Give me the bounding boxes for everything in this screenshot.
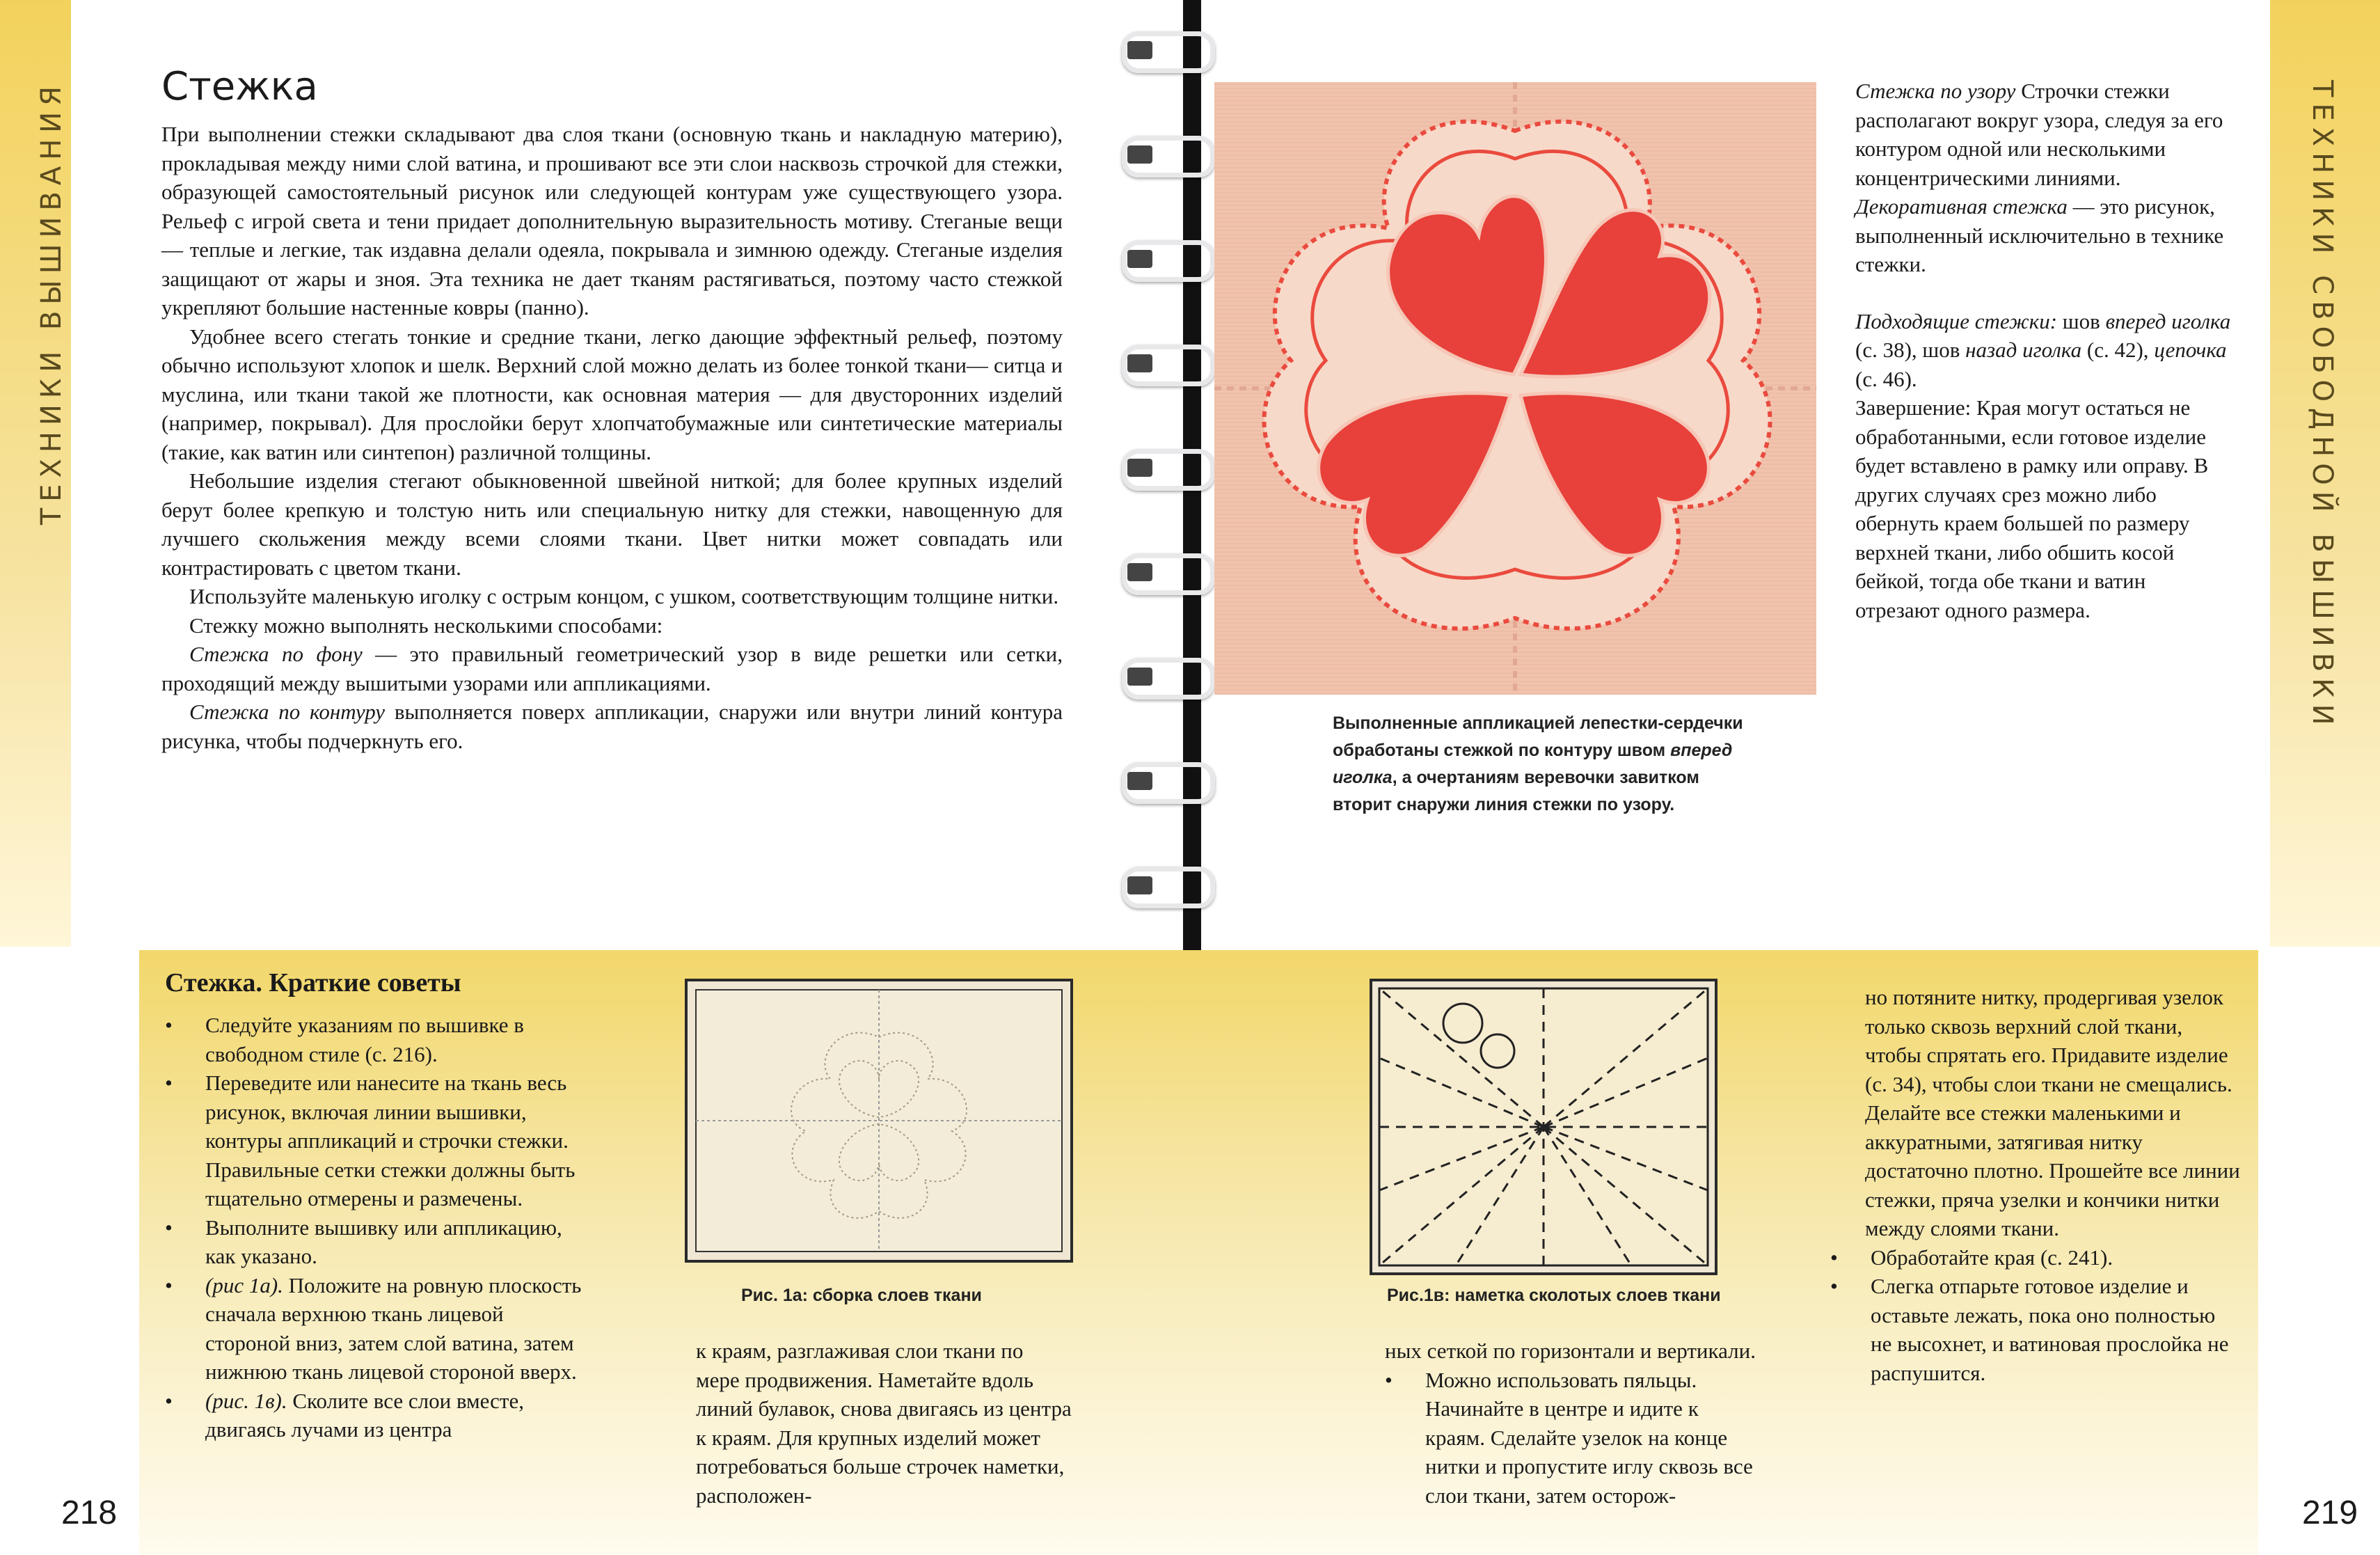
right-col-text-2: — это рисунок, выполненный исключительно в технике стежки. xyxy=(1855,194,2224,276)
tips-list-3 xyxy=(1385,1366,1761,1510)
figure-1a xyxy=(685,979,1073,1263)
t3e: (с. 42), xyxy=(2081,338,2155,362)
photo-caption-part1: Выполненные аппликацией лепестки-сердечки обработаны стежкой по контуру швом xyxy=(1333,713,1743,760)
page-title: Стежка xyxy=(161,64,318,109)
right-col-block-1 xyxy=(1855,77,2235,192)
tips-column-3 xyxy=(1385,1336,1761,1510)
t3c: (с. 38), шов xyxy=(1855,338,1966,362)
right-column xyxy=(1855,77,2235,624)
figure-1b xyxy=(1370,979,1717,1275)
paragraph-1: При выполнении стежки складывают два слоя ткани (основную ткань и накладную материю), прокладывая между ними слой ватина, и прошивают все эти слои насквозь строчкой для стежки, образующей самостоятельный рисунок или следующей контурам уже существующего узора. Рельеф с игрой света и тени придает дополнительную выразительность мотиву. Стеганые вещи — теплые и легкие, так издавна делали одеяла, покрывала и зимнюю одежду. Стеганые изделия защищают от жары и зноя. Эта техника не дает тканям растягиваться, поэтому часто стежкой укрепляют большие настенные ковры (панно). xyxy=(161,122,1063,319)
page-number-left: 218 xyxy=(61,1494,118,1531)
paragraph-3: Небольшие изделия стегают обыкновенной швейной ниткой; для более крупных изделий берут более крепкую и толстую нить или специальную нитку для стежки, навощенную для лучшего скольжения между всеми слоями ткани. Цвет нитки может совпадать или контрастировать с цветом ткани. xyxy=(161,468,1063,580)
layers-diagram xyxy=(688,981,1070,1260)
tip-item: • Слегка отпарьте готовое изделие и оставьте лежать, пока оно полностью не высохнет, и ватиновая прослойка не распушится. xyxy=(1830,1272,2241,1387)
applique-illustration xyxy=(1214,82,1816,695)
paragraph-7 xyxy=(161,697,1063,755)
tips-column-1 xyxy=(165,1011,582,1444)
tip-text: Сколите все слои вместе, двигаясь лучами из центра xyxy=(205,1388,524,1442)
binding-hole xyxy=(1127,145,1152,164)
left-side-tab-label: ТЕХНИКИ ВЫШИВАНИЯ xyxy=(35,80,68,526)
tip-text: Положите на ровную плоскость сначала верхнюю ткань лицевой стороной вниз, затем слой ватина, затем нижнюю ткань лицевой стороной вверх. xyxy=(205,1272,582,1384)
right-col-text-1: Строчки стежки располагают вокруг узора, следуя за его контуром одной или несколькими концентрическими линиями. xyxy=(1855,79,2223,190)
right-col-block-4: Завершение: Края могут остаться не обработанными, если готовое изделие будет вставлено в рамку или оправу. В других случаях срез можно либо обернуть краем большей по размеру верхней ткани, либо обшить косой бейкой, тогда обе ткани и ватин отрезают одного размера. xyxy=(1855,395,2209,622)
tip-item: • Можно использовать пяльцы. Начинайте в центре и идите к краям. Сделайте узелок на конце нитки и пропустите иглу сквозь все слои ткани, затем осторож- xyxy=(1385,1366,1761,1510)
photo-caption xyxy=(1333,710,1750,819)
term-decorative: Декоративная стежка xyxy=(1855,194,2068,219)
basting-diagram xyxy=(1372,981,1715,1272)
photo-caption-emph: вперед иголка xyxy=(1333,741,1733,787)
right-col-block-2 xyxy=(1855,192,2235,279)
binding-hole xyxy=(1127,772,1152,790)
binding-hole xyxy=(1127,563,1152,581)
binding-hole xyxy=(1127,668,1152,686)
term-suitable: Подходящие стежки: xyxy=(1855,308,2058,333)
figure-1a-caption: Рис. 1а: сборка слоев ткани xyxy=(741,1286,982,1305)
paragraph-5: Стежку можно выполнять несколькими способами: xyxy=(189,613,663,638)
figure-1b-caption: Рис.1в: наметка сколотых слоев ткани xyxy=(1387,1286,1721,1305)
t3a: шов xyxy=(2057,308,2106,333)
paragraph-4: Используйте маленькую иголку с острым концом, с ушком, соответствующим толщине нитки. xyxy=(189,584,1059,608)
t3b: вперед иголка xyxy=(2105,308,2231,333)
tips-title: Стежка. Краткие советы xyxy=(165,968,461,997)
tip-item xyxy=(165,1387,582,1444)
right-col-block-3 xyxy=(1855,307,2235,394)
paragraph-6 xyxy=(161,640,1063,697)
binding-hole xyxy=(1127,354,1152,372)
t3g: (с. 46). xyxy=(1855,366,1917,391)
tip-term: (рис 1а). xyxy=(205,1272,283,1297)
tips-list-1 xyxy=(165,1011,582,1444)
paragraph-6-text: — это правильный геометрический узор в виде решетки или сетки, проходящий между вышитыми узорами или аппликациями. xyxy=(161,642,1063,695)
col4-text: но потяните нитку, продергивая узелок только сквозь верхний слой ткани, чтобы спрятать его. Придавите изделие (с. 34), чтобы слои ткани не смещались. Делайте все стежки маленькими и аккуратными, затягивая нитку достаточно плотно. Прошейте все линии стежки, пряча узелки и кончики нитки между слоями ткани. xyxy=(1865,985,2240,1240)
t3d: назад иголка xyxy=(1965,338,2082,362)
tips-column-4 xyxy=(1865,983,2241,1387)
term-background: Стежка по фону xyxy=(189,642,363,666)
right-side-tab-label: ТЕХНИКИ СВОБОДНОЙ ВЫШИВКИ xyxy=(2306,80,2338,732)
photo-caption-part2: , а очертаниям веревочки завитком вторит снаружи линия стежки по узору. xyxy=(1333,768,1699,814)
binding-hole xyxy=(1127,459,1152,477)
tip-item: • Обработайте края (с. 241). xyxy=(1830,1243,2241,1272)
left-side-tab xyxy=(0,0,71,947)
tips-column-2: к краям, разглаживая слои ткани по мере продвижения. Наметайте вдоль линий булавок, снова двигаясь из центра к краям. Для крупных изделий может потребоваться больше строчек наметки, расположен- xyxy=(696,1339,1072,1508)
right-side-tab xyxy=(2270,0,2380,947)
paragraph-2: Удобнее всего стегать тонкие и средние ткани, легко дающие эффектный рельеф, поэтому обычно используют хлопок и шелк. Верхний слой можно делать из более тонкой ткани— ситца и муслина, или ткани такой же плотности, как основная материя — для двусторонних изделий (например, покрывал). Для прослойки берут хлопчатобумажные или синтетические материалы (такие, как ватин или синтепон) различной толщины. xyxy=(161,324,1063,464)
intro-body xyxy=(161,120,1063,755)
tip-item: • Следуйте указаниям по вышивке в свободном стиле (с. 216). xyxy=(165,1011,582,1068)
t3f: цепочка xyxy=(2154,338,2227,362)
paragraph-7-text: выполняется поверх аппликации, снаружи или внутри линий контура рисунка, чтобы подчеркнуть его. xyxy=(161,700,1063,753)
tip-item xyxy=(165,1271,582,1387)
binding-hole xyxy=(1127,876,1152,894)
binding-hole xyxy=(1127,41,1152,59)
tip-term: (рис. 1в). xyxy=(205,1388,287,1413)
tip-item: • Выполните вышивку или аппликацию, как указано. xyxy=(165,1213,582,1271)
term-contour: Стежка по контуру xyxy=(189,700,386,724)
binding-hole xyxy=(1127,250,1152,268)
term-pattern: Стежка по узору xyxy=(1855,79,2016,103)
applique-photo xyxy=(1214,82,1816,695)
tips-list-4 xyxy=(1830,1243,2241,1388)
tip-item: • Переведите или нанесите на ткань весь рисунок, включая линии вышивки, контуры аппликаций и строчки стежки. Правильные сетки стежки должны быть тщательно отмерены и размечены. xyxy=(165,1068,582,1213)
page-number-right: 219 xyxy=(2302,1494,2358,1531)
col3-text: ных сеткой по горизонтали и вертикали. xyxy=(1385,1339,1756,1363)
